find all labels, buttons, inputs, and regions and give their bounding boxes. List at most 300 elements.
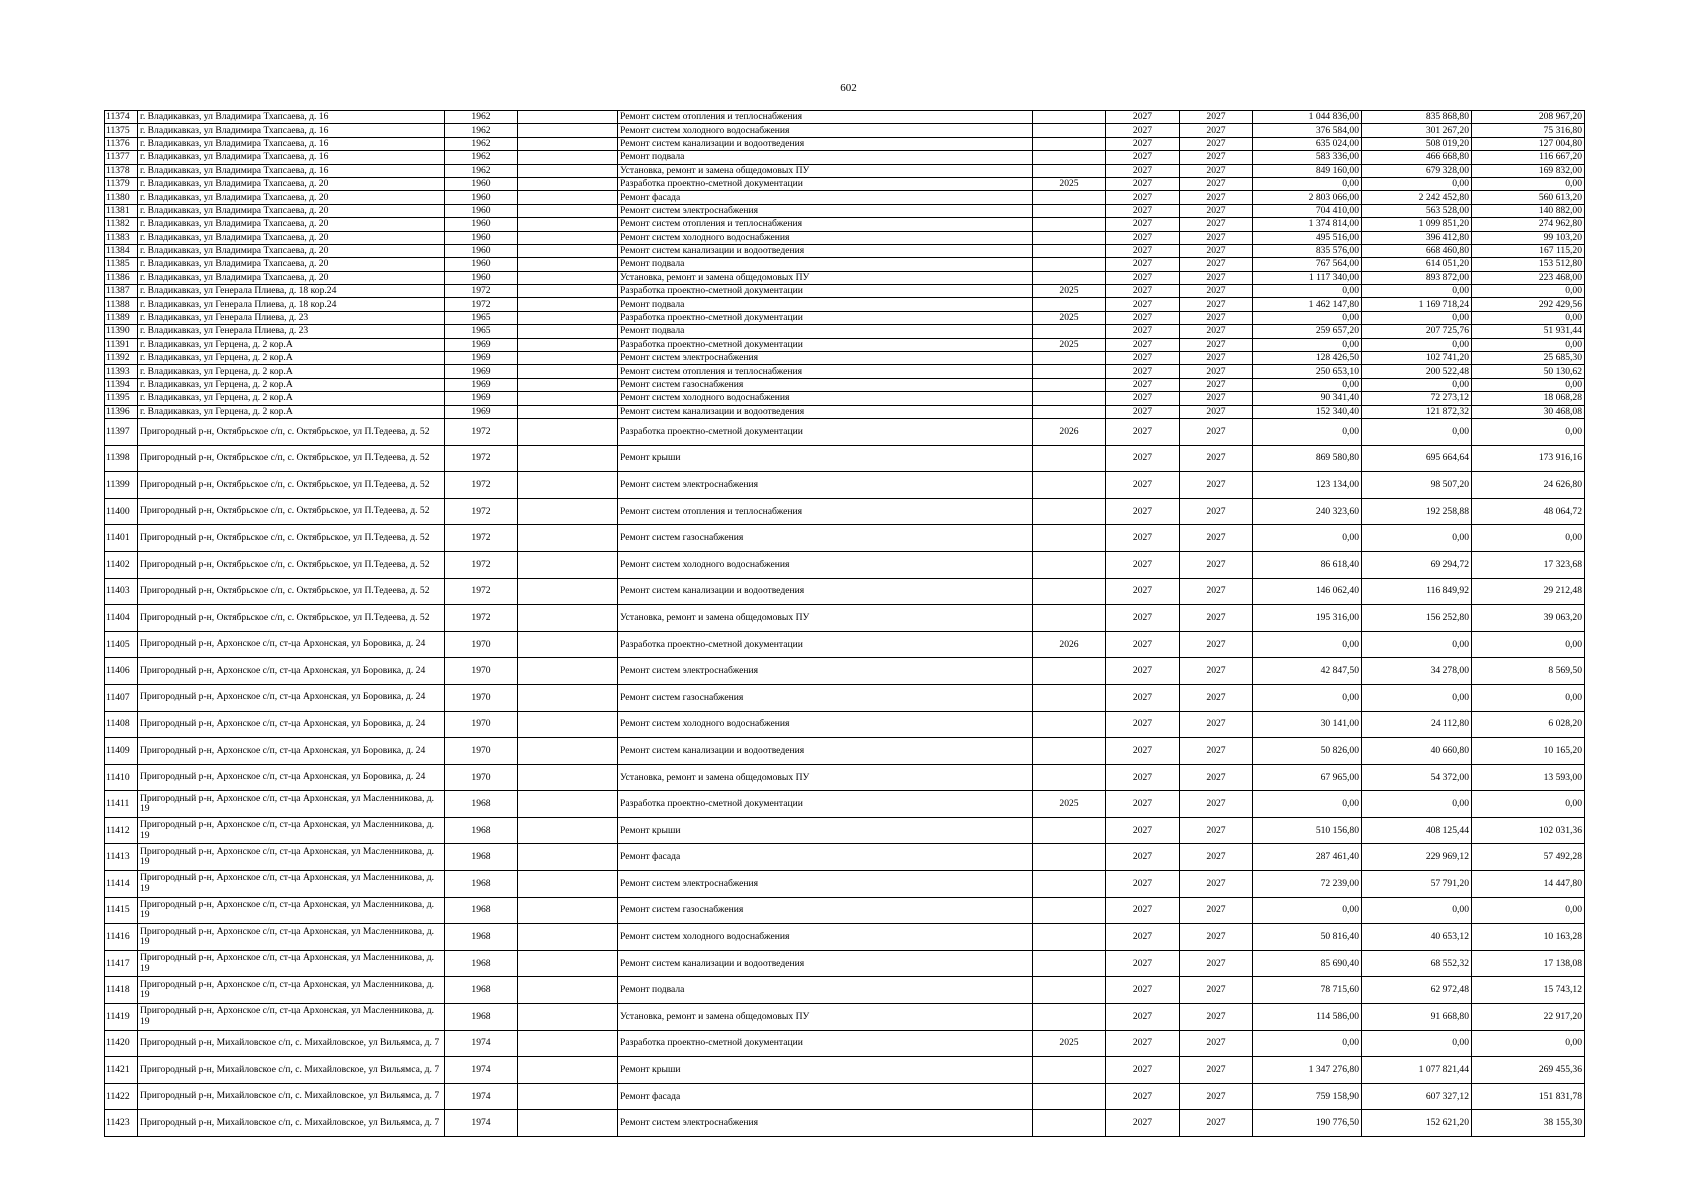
cell-fund-cost: 614 051,20 bbox=[1362, 258, 1472, 271]
cell-work-type: Установка, ремонт и замена общедомовых ПУ bbox=[618, 271, 1033, 284]
cell-row-number: 11394 bbox=[105, 378, 138, 391]
cell-work-type: Ремонт систем холодного водоснабжения bbox=[618, 124, 1033, 137]
cell-address: г. Владикавказ, ул Генерала Плиева, д. 23 bbox=[138, 311, 445, 324]
cell-plan-start-year: 2027 bbox=[1106, 392, 1180, 405]
cell-address: г. Владикавказ, ул Владимира Тхапсаева, д. 20 bbox=[138, 204, 445, 217]
cell-design-year bbox=[1033, 124, 1106, 137]
cell-fund-cost: 1 099 851,20 bbox=[1362, 218, 1472, 231]
cell-plan-end-year: 2027 bbox=[1180, 525, 1253, 552]
cell-owners-cost: 127 004,80 bbox=[1472, 137, 1585, 150]
cell-work-type: Ремонт систем холодного водоснабжения bbox=[618, 711, 1033, 738]
cell-build-year: 1962 bbox=[445, 164, 518, 177]
cell-design-year bbox=[1033, 325, 1106, 338]
cell-address: г. Владикавказ, ул Герцена, д. 2 кор.А bbox=[138, 392, 445, 405]
cell-fund-cost: 34 278,00 bbox=[1362, 658, 1472, 685]
cell-total-cost: 195 316,00 bbox=[1253, 605, 1362, 632]
cell-plan-start-year: 2027 bbox=[1106, 352, 1180, 365]
cell-design-year bbox=[1033, 218, 1106, 231]
cell-address: Пригородный р-н, Архонское с/п, ст-ца Архонская, ул Масленникова, д. 19 bbox=[138, 977, 445, 1004]
cell-row-number: 11401 bbox=[105, 525, 138, 552]
table-row bbox=[105, 791, 1585, 818]
cell-row-number: 11396 bbox=[105, 405, 138, 418]
cell-fund-cost: 0,00 bbox=[1362, 378, 1472, 391]
cell-build-year: 1960 bbox=[445, 191, 518, 204]
cell-fund-cost: 695 664,64 bbox=[1362, 445, 1472, 472]
cell-build-year: 1965 bbox=[445, 325, 518, 338]
cell-build-year: 1960 bbox=[445, 218, 518, 231]
cell-owners-cost: 0,00 bbox=[1472, 177, 1585, 190]
cell-owners-cost: 10 163,28 bbox=[1472, 924, 1585, 951]
cell-design-year bbox=[1033, 897, 1106, 924]
cell-design-year bbox=[1033, 817, 1106, 844]
table-row bbox=[105, 1030, 1585, 1057]
cell-col-empty bbox=[518, 711, 618, 738]
cell-row-number: 11411 bbox=[105, 791, 138, 818]
cell-plan-end-year: 2027 bbox=[1180, 844, 1253, 871]
cell-row-number: 11378 bbox=[105, 164, 138, 177]
cell-design-year bbox=[1033, 1110, 1106, 1137]
cell-build-year: 1960 bbox=[445, 177, 518, 190]
cell-row-number: 11390 bbox=[105, 325, 138, 338]
cell-design-year bbox=[1033, 111, 1106, 124]
cell-plan-end-year: 2027 bbox=[1180, 392, 1253, 405]
cell-col-empty bbox=[518, 472, 618, 499]
cell-build-year: 1974 bbox=[445, 1057, 518, 1084]
cell-col-empty bbox=[518, 244, 618, 257]
cell-design-year bbox=[1033, 231, 1106, 244]
cell-build-year: 1969 bbox=[445, 352, 518, 365]
cell-work-type: Ремонт подвала bbox=[618, 151, 1033, 164]
cell-col-empty bbox=[518, 525, 618, 552]
cell-build-year: 1970 bbox=[445, 764, 518, 791]
cell-design-year bbox=[1033, 924, 1106, 951]
table-row bbox=[105, 258, 1585, 271]
cell-row-number: 11381 bbox=[105, 204, 138, 217]
cell-work-type: Ремонт систем канализации и водоотведения bbox=[618, 950, 1033, 977]
table-row bbox=[105, 191, 1585, 204]
cell-plan-end-year: 2027 bbox=[1180, 378, 1253, 391]
cell-work-type: Установка, ремонт и замена общедомовых ПУ bbox=[618, 764, 1033, 791]
cell-build-year: 1962 bbox=[445, 124, 518, 137]
table-row bbox=[105, 551, 1585, 578]
cell-design-year: 2025 bbox=[1033, 1030, 1106, 1057]
cell-build-year: 1962 bbox=[445, 151, 518, 164]
table-row bbox=[105, 764, 1585, 791]
cell-owners-cost: 6 028,20 bbox=[1472, 711, 1585, 738]
cell-owners-cost: 18 068,28 bbox=[1472, 392, 1585, 405]
cell-plan-end-year: 2027 bbox=[1180, 244, 1253, 257]
cell-build-year: 1968 bbox=[445, 977, 518, 1004]
cell-plan-end-year: 2027 bbox=[1180, 871, 1253, 898]
cell-work-type: Ремонт систем отопления и теплоснабжения bbox=[618, 365, 1033, 378]
cell-address: Пригородный р-н, Михайловское с/п, с. Михайловское, ул Вильямса, д. 7 bbox=[138, 1030, 445, 1057]
cell-work-type: Ремонт систем электроснабжения bbox=[618, 1110, 1033, 1137]
table-row bbox=[105, 977, 1585, 1004]
cell-row-number: 11405 bbox=[105, 631, 138, 658]
cell-work-type: Ремонт систем отопления и теплоснабжения bbox=[618, 498, 1033, 525]
cell-row-number: 11420 bbox=[105, 1030, 138, 1057]
cell-plan-start-year: 2027 bbox=[1106, 605, 1180, 632]
cell-design-year bbox=[1033, 472, 1106, 499]
cell-row-number: 11393 bbox=[105, 365, 138, 378]
cell-design-year: 2025 bbox=[1033, 311, 1106, 324]
page-number: 602 bbox=[840, 82, 857, 94]
cell-owners-cost: 51 931,44 bbox=[1472, 325, 1585, 338]
cell-design-year bbox=[1033, 1083, 1106, 1110]
cell-design-year bbox=[1033, 258, 1106, 271]
cell-address: Пригородный р-н, Архонское с/п, ст-ца Архонская, ул Боровика, д. 24 bbox=[138, 711, 445, 738]
cell-fund-cost: 0,00 bbox=[1362, 1030, 1472, 1057]
cell-owners-cost: 560 613,20 bbox=[1472, 191, 1585, 204]
cell-plan-start-year: 2027 bbox=[1106, 258, 1180, 271]
cell-fund-cost: 116 849,92 bbox=[1362, 578, 1472, 605]
cell-plan-start-year: 2027 bbox=[1106, 231, 1180, 244]
cell-col-empty bbox=[518, 218, 618, 231]
cell-address: Пригородный р-н, Октябрьское с/п, с. Октябрьское, ул П.Тедеева, д. 52 bbox=[138, 472, 445, 499]
cell-row-number: 11376 bbox=[105, 137, 138, 150]
cell-total-cost: 0,00 bbox=[1253, 631, 1362, 658]
cell-design-year bbox=[1033, 271, 1106, 284]
cell-total-cost: 259 657,20 bbox=[1253, 325, 1362, 338]
cell-work-type: Ремонт подвала bbox=[618, 325, 1033, 338]
cell-row-number: 11423 bbox=[105, 1110, 138, 1137]
cell-address: г. Владикавказ, ул Владимира Тхапсаева, д. 16 bbox=[138, 164, 445, 177]
cell-build-year: 1960 bbox=[445, 271, 518, 284]
cell-row-number: 11382 bbox=[105, 218, 138, 231]
cell-col-empty bbox=[518, 1030, 618, 1057]
cell-total-cost: 0,00 bbox=[1253, 338, 1362, 351]
cell-owners-cost: 38 155,30 bbox=[1472, 1110, 1585, 1137]
cell-plan-start-year: 2027 bbox=[1106, 738, 1180, 765]
cell-total-cost: 635 024,00 bbox=[1253, 137, 1362, 150]
cell-col-empty bbox=[518, 204, 618, 217]
cell-col-empty bbox=[518, 684, 618, 711]
cell-plan-end-year: 2027 bbox=[1180, 897, 1253, 924]
cell-owners-cost: 24 626,80 bbox=[1472, 472, 1585, 499]
cell-build-year: 1968 bbox=[445, 791, 518, 818]
cell-row-number: 11416 bbox=[105, 924, 138, 951]
cell-fund-cost: 466 668,80 bbox=[1362, 151, 1472, 164]
cell-row-number: 11384 bbox=[105, 244, 138, 257]
cell-work-type: Ремонт подвала bbox=[618, 298, 1033, 311]
cell-build-year: 1960 bbox=[445, 244, 518, 257]
table-row bbox=[105, 405, 1585, 418]
cell-fund-cost: 24 112,80 bbox=[1362, 711, 1472, 738]
cell-plan-start-year: 2027 bbox=[1106, 1110, 1180, 1137]
cell-design-year bbox=[1033, 445, 1106, 472]
cell-owners-cost: 140 882,00 bbox=[1472, 204, 1585, 217]
cell-owners-cost: 15 743,12 bbox=[1472, 977, 1585, 1004]
cell-work-type: Ремонт систем холодного водоснабжения bbox=[618, 231, 1033, 244]
cell-design-year bbox=[1033, 244, 1106, 257]
cell-row-number: 11387 bbox=[105, 285, 138, 298]
cell-col-empty bbox=[518, 578, 618, 605]
cell-address: Пригородный р-н, Архонское с/п, ст-ца Архонская, ул Боровика, д. 24 bbox=[138, 684, 445, 711]
cell-plan-start-year: 2027 bbox=[1106, 111, 1180, 124]
cell-col-empty bbox=[518, 177, 618, 190]
cell-col-empty bbox=[518, 231, 618, 244]
cell-plan-start-year: 2027 bbox=[1106, 498, 1180, 525]
cell-design-year bbox=[1033, 711, 1106, 738]
cell-plan-end-year: 2027 bbox=[1180, 325, 1253, 338]
cell-design-year: 2025 bbox=[1033, 285, 1106, 298]
cell-build-year: 1972 bbox=[445, 605, 518, 632]
cell-row-number: 11413 bbox=[105, 844, 138, 871]
cell-plan-start-year: 2027 bbox=[1106, 298, 1180, 311]
cell-address: Пригородный р-н, Михайловское с/п, с. Михайловское, ул Вильямса, д. 7 bbox=[138, 1110, 445, 1137]
table-row bbox=[105, 631, 1585, 658]
table-row bbox=[105, 271, 1585, 284]
cell-address: Пригородный р-н, Михайловское с/п, с. Михайловское, ул Вильямса, д. 7 bbox=[138, 1083, 445, 1110]
cell-plan-end-year: 2027 bbox=[1180, 191, 1253, 204]
cell-build-year: 1969 bbox=[445, 378, 518, 391]
cell-plan-start-year: 2027 bbox=[1106, 204, 1180, 217]
cell-plan-start-year: 2027 bbox=[1106, 325, 1180, 338]
cell-design-year bbox=[1033, 191, 1106, 204]
cell-work-type: Разработка проектно-сметной документации bbox=[618, 311, 1033, 324]
cell-build-year: 1972 bbox=[445, 298, 518, 311]
cell-total-cost: 1 462 147,80 bbox=[1253, 298, 1362, 311]
cell-row-number: 11415 bbox=[105, 897, 138, 924]
cell-plan-end-year: 2027 bbox=[1180, 551, 1253, 578]
cell-work-type: Разработка проектно-сметной документации bbox=[618, 791, 1033, 818]
cell-owners-cost: 17 323,68 bbox=[1472, 551, 1585, 578]
cell-work-type: Ремонт систем холодного водоснабжения bbox=[618, 392, 1033, 405]
cell-build-year: 1974 bbox=[445, 1030, 518, 1057]
cell-owners-cost: 292 429,56 bbox=[1472, 298, 1585, 311]
cell-address: Пригородный р-н, Октябрьское с/п, с. Октябрьское, ул П.Тедеева, д. 52 bbox=[138, 498, 445, 525]
table-row bbox=[105, 924, 1585, 951]
cell-work-type: Ремонт крыши bbox=[618, 817, 1033, 844]
cell-design-year bbox=[1033, 871, 1106, 898]
cell-col-empty bbox=[518, 738, 618, 765]
cell-plan-end-year: 2027 bbox=[1180, 791, 1253, 818]
cell-plan-start-year: 2027 bbox=[1106, 791, 1180, 818]
cell-work-type: Разработка проектно-сметной документации bbox=[618, 631, 1033, 658]
cell-total-cost: 50 816,40 bbox=[1253, 924, 1362, 951]
cell-owners-cost: 0,00 bbox=[1472, 897, 1585, 924]
cell-total-cost: 0,00 bbox=[1253, 418, 1362, 445]
cell-design-year bbox=[1033, 352, 1106, 365]
cell-plan-start-year: 2027 bbox=[1106, 244, 1180, 257]
cell-design-year bbox=[1033, 658, 1106, 685]
cell-fund-cost: 835 868,80 bbox=[1362, 111, 1472, 124]
table-row bbox=[105, 1083, 1585, 1110]
cell-col-empty bbox=[518, 1004, 618, 1031]
cell-build-year: 1965 bbox=[445, 311, 518, 324]
cell-col-empty bbox=[518, 392, 618, 405]
cell-build-year: 1968 bbox=[445, 871, 518, 898]
cell-address: Пригородный р-н, Архонское с/п, ст-ца Архонская, ул Масленникова, д. 19 bbox=[138, 844, 445, 871]
cell-plan-end-year: 2027 bbox=[1180, 605, 1253, 632]
cell-plan-end-year: 2027 bbox=[1180, 738, 1253, 765]
cell-plan-end-year: 2027 bbox=[1180, 498, 1253, 525]
cell-owners-cost: 0,00 bbox=[1472, 791, 1585, 818]
cell-design-year bbox=[1033, 498, 1106, 525]
cell-fund-cost: 0,00 bbox=[1362, 897, 1472, 924]
cell-total-cost: 0,00 bbox=[1253, 684, 1362, 711]
cell-work-type: Разработка проектно-сметной документации bbox=[618, 338, 1033, 351]
table-row bbox=[105, 738, 1585, 765]
cell-build-year: 1968 bbox=[445, 844, 518, 871]
cell-col-empty bbox=[518, 950, 618, 977]
cell-design-year: 2025 bbox=[1033, 791, 1106, 818]
cell-fund-cost: 54 372,00 bbox=[1362, 764, 1472, 791]
cell-fund-cost: 668 460,80 bbox=[1362, 244, 1472, 257]
cell-address: г. Владикавказ, ул Герцена, д. 2 кор.А bbox=[138, 352, 445, 365]
cell-plan-end-year: 2027 bbox=[1180, 151, 1253, 164]
cell-plan-start-year: 2027 bbox=[1106, 897, 1180, 924]
cell-col-empty bbox=[518, 151, 618, 164]
cell-col-empty bbox=[518, 137, 618, 150]
cell-design-year bbox=[1033, 365, 1106, 378]
cell-total-cost: 85 690,40 bbox=[1253, 950, 1362, 977]
cell-address: г. Владикавказ, ул Владимира Тхапсаева, д. 20 bbox=[138, 271, 445, 284]
cell-design-year: 2025 bbox=[1033, 177, 1106, 190]
cell-fund-cost: 68 552,32 bbox=[1362, 950, 1472, 977]
cell-total-cost: 240 323,60 bbox=[1253, 498, 1362, 525]
cell-total-cost: 0,00 bbox=[1253, 177, 1362, 190]
cell-fund-cost: 893 872,00 bbox=[1362, 271, 1472, 284]
cell-total-cost: 72 239,00 bbox=[1253, 871, 1362, 898]
cell-plan-end-year: 2027 bbox=[1180, 817, 1253, 844]
cell-col-empty bbox=[518, 311, 618, 324]
cell-work-type: Разработка проектно-сметной документации bbox=[618, 418, 1033, 445]
cell-build-year: 1970 bbox=[445, 738, 518, 765]
cell-plan-end-year: 2027 bbox=[1180, 445, 1253, 472]
cell-owners-cost: 50 130,62 bbox=[1472, 365, 1585, 378]
table-row bbox=[105, 472, 1585, 499]
cell-row-number: 11418 bbox=[105, 977, 138, 1004]
cell-row-number: 11374 bbox=[105, 111, 138, 124]
cell-address: Пригородный р-н, Архонское с/п, ст-ца Архонская, ул Масленникова, д. 19 bbox=[138, 1004, 445, 1031]
cell-row-number: 11380 bbox=[105, 191, 138, 204]
cell-address: г. Владикавказ, ул Владимира Тхапсаева, д. 16 bbox=[138, 151, 445, 164]
cell-plan-start-year: 2027 bbox=[1106, 405, 1180, 418]
table-row bbox=[105, 151, 1585, 164]
cell-owners-cost: 169 832,00 bbox=[1472, 164, 1585, 177]
cell-row-number: 11388 bbox=[105, 298, 138, 311]
cell-address: Пригородный р-н, Архонское с/п, ст-ца Архонская, ул Масленникова, д. 19 bbox=[138, 791, 445, 818]
cell-work-type: Ремонт систем отопления и теплоснабжения bbox=[618, 218, 1033, 231]
cell-build-year: 1968 bbox=[445, 950, 518, 977]
cell-build-year: 1968 bbox=[445, 897, 518, 924]
cell-row-number: 11395 bbox=[105, 392, 138, 405]
cell-total-cost: 583 336,00 bbox=[1253, 151, 1362, 164]
cell-design-year bbox=[1033, 578, 1106, 605]
cell-owners-cost: 151 831,78 bbox=[1472, 1083, 1585, 1110]
cell-col-empty bbox=[518, 352, 618, 365]
cell-col-empty bbox=[518, 871, 618, 898]
cell-fund-cost: 0,00 bbox=[1362, 418, 1472, 445]
cell-work-type: Ремонт систем канализации и водоотведения bbox=[618, 137, 1033, 150]
table-row bbox=[105, 498, 1585, 525]
cell-work-type: Ремонт систем газоснабжения bbox=[618, 378, 1033, 391]
cell-work-type: Ремонт систем канализации и водоотведения bbox=[618, 578, 1033, 605]
cell-col-empty bbox=[518, 897, 618, 924]
table-row bbox=[105, 124, 1585, 137]
cell-plan-start-year: 2027 bbox=[1106, 311, 1180, 324]
cell-plan-end-year: 2027 bbox=[1180, 764, 1253, 791]
cell-design-year bbox=[1033, 392, 1106, 405]
cell-total-cost: 869 580,80 bbox=[1253, 445, 1362, 472]
cell-plan-start-year: 2027 bbox=[1106, 658, 1180, 685]
cell-owners-cost: 39 063,20 bbox=[1472, 605, 1585, 632]
cell-col-empty bbox=[518, 791, 618, 818]
cell-build-year: 1972 bbox=[445, 525, 518, 552]
cell-total-cost: 376 584,00 bbox=[1253, 124, 1362, 137]
cell-owners-cost: 57 492,28 bbox=[1472, 844, 1585, 871]
cell-owners-cost: 223 468,00 bbox=[1472, 271, 1585, 284]
cell-design-year: 2026 bbox=[1033, 631, 1106, 658]
cell-design-year bbox=[1033, 738, 1106, 765]
cell-plan-start-year: 2027 bbox=[1106, 871, 1180, 898]
cell-total-cost: 50 826,00 bbox=[1253, 738, 1362, 765]
cell-owners-cost: 14 447,80 bbox=[1472, 871, 1585, 898]
cell-work-type: Ремонт систем электроснабжения bbox=[618, 352, 1033, 365]
cell-col-empty bbox=[518, 1110, 618, 1137]
cell-plan-start-year: 2027 bbox=[1106, 124, 1180, 137]
cell-work-type: Ремонт систем газоснабжения bbox=[618, 897, 1033, 924]
cell-owners-cost: 269 455,36 bbox=[1472, 1057, 1585, 1084]
cell-plan-end-year: 2027 bbox=[1180, 258, 1253, 271]
cell-col-empty bbox=[518, 271, 618, 284]
cell-total-cost: 767 564,00 bbox=[1253, 258, 1362, 271]
cell-build-year: 1962 bbox=[445, 137, 518, 150]
cell-build-year: 1972 bbox=[445, 285, 518, 298]
cell-col-empty bbox=[518, 817, 618, 844]
cell-total-cost: 190 776,50 bbox=[1253, 1110, 1362, 1137]
table-row bbox=[105, 658, 1585, 685]
cell-plan-end-year: 2027 bbox=[1180, 365, 1253, 378]
table-row bbox=[105, 244, 1585, 257]
cell-col-empty bbox=[518, 405, 618, 418]
cell-total-cost: 0,00 bbox=[1253, 378, 1362, 391]
cell-owners-cost: 99 103,20 bbox=[1472, 231, 1585, 244]
cell-address: Пригородный р-н, Октябрьское с/п, с. Октябрьское, ул П.Тедеева, д. 52 bbox=[138, 578, 445, 605]
cell-owners-cost: 0,00 bbox=[1472, 684, 1585, 711]
cell-build-year: 1969 bbox=[445, 405, 518, 418]
cell-plan-end-year: 2027 bbox=[1180, 352, 1253, 365]
cell-build-year: 1960 bbox=[445, 231, 518, 244]
cell-col-empty bbox=[518, 605, 618, 632]
cell-owners-cost: 48 064,72 bbox=[1472, 498, 1585, 525]
cell-owners-cost: 0,00 bbox=[1472, 1030, 1585, 1057]
cell-total-cost: 0,00 bbox=[1253, 1030, 1362, 1057]
cell-address: г. Владикавказ, ул Герцена, д. 2 кор.А bbox=[138, 378, 445, 391]
cell-total-cost: 759 158,90 bbox=[1253, 1083, 1362, 1110]
cell-plan-start-year: 2027 bbox=[1106, 445, 1180, 472]
cell-work-type: Ремонт систем холодного водоснабжения bbox=[618, 924, 1033, 951]
table-row bbox=[105, 378, 1585, 391]
cell-build-year: 1968 bbox=[445, 1004, 518, 1031]
table-row bbox=[105, 298, 1585, 311]
cell-build-year: 1972 bbox=[445, 418, 518, 445]
cell-total-cost: 1 347 276,80 bbox=[1253, 1057, 1362, 1084]
cell-row-number: 11379 bbox=[105, 177, 138, 190]
cell-design-year bbox=[1033, 950, 1106, 977]
cell-row-number: 11417 bbox=[105, 950, 138, 977]
table-row bbox=[105, 111, 1585, 124]
cell-owners-cost: 30 468,08 bbox=[1472, 405, 1585, 418]
table-row bbox=[105, 1110, 1585, 1137]
cell-row-number: 11419 bbox=[105, 1004, 138, 1031]
cell-owners-cost: 102 031,36 bbox=[1472, 817, 1585, 844]
cell-total-cost: 67 965,00 bbox=[1253, 764, 1362, 791]
cell-owners-cost: 0,00 bbox=[1472, 631, 1585, 658]
cell-col-empty bbox=[518, 325, 618, 338]
cell-build-year: 1970 bbox=[445, 711, 518, 738]
